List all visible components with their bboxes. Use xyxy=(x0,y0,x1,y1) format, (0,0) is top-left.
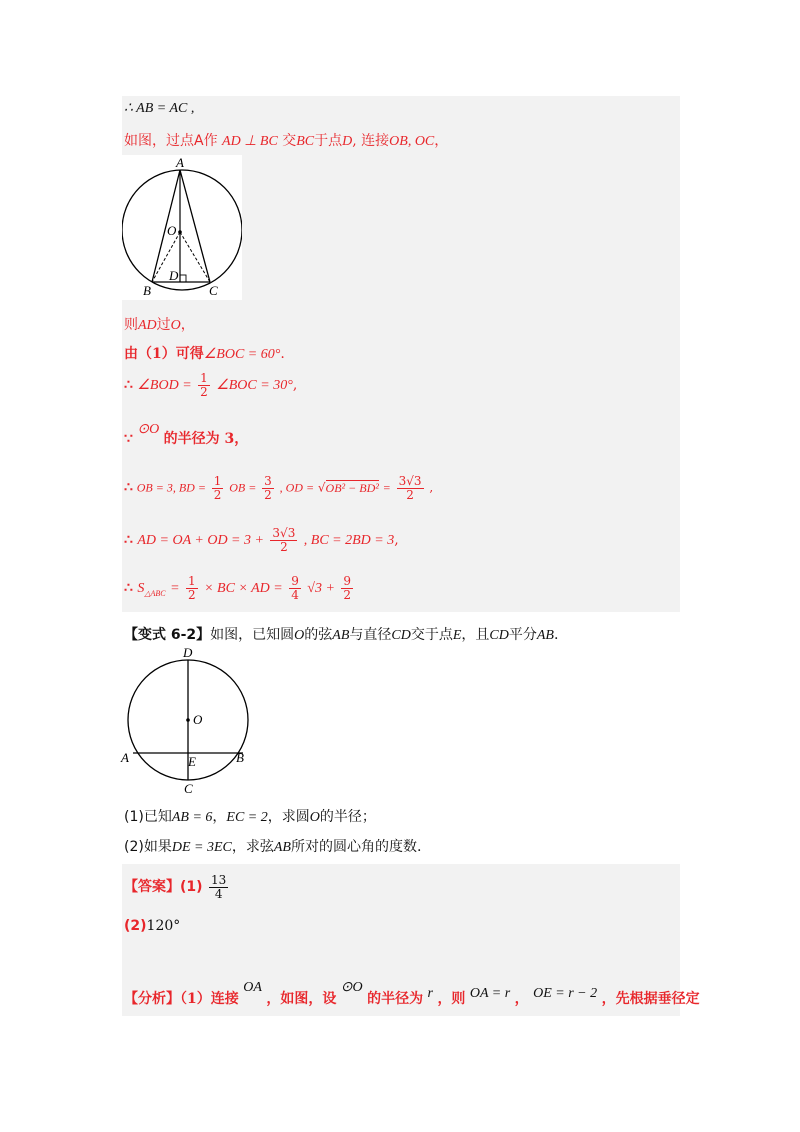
label-o: O xyxy=(167,223,177,238)
label-d2: D xyxy=(183,645,193,660)
line-area: ∴ $S_{\triangle ABC}$ = $\frac{1}{2}$ × BC × AD = $\frac{9}{4}$ √3 + $\frac{9}{2}$ xyxy=(124,574,352,602)
problem-tag: 【变式 6-2】 xyxy=(124,627,211,643)
answer-tag: 【答案】 xyxy=(124,879,180,896)
line-angle-boc: 由（1）可得∠BOC = 60°. xyxy=(124,346,285,362)
segment-ac xyxy=(180,170,210,282)
label-c2: C xyxy=(184,781,193,795)
right-angle-mark xyxy=(180,275,186,282)
problem-statement: 【变式 6-2】如图，已知圆O的弦AB与直径CD交于点E，且CD平分AB. xyxy=(124,627,559,643)
label-e2: E xyxy=(188,754,196,769)
segment-oc xyxy=(180,232,210,282)
line-od: ∴ OB = 3, BD = $\frac{1}{2}$ OB = $\frac{3}{2}$ , OD = √OB² − BD² = $\frac{3√3}{2}$ , xyxy=(124,474,434,502)
label-a2: A xyxy=(121,750,129,765)
answer-2: (2)120° xyxy=(124,918,181,934)
answer-1: 【答案】(1) $\frac{13}{4}$ xyxy=(124,873,227,901)
line-ad-bc: ∴ AD = OA + OD = 3 + $\frac{3√3}{2}$ , BC = 2BD = 3, xyxy=(124,526,399,554)
label-a: A xyxy=(176,155,184,170)
line-angle-bod: ∴ ∠BOD = $\frac{1}{2}$ ∠BOC = 30°, xyxy=(124,371,298,399)
label-o2: O xyxy=(193,712,203,727)
label-b2: B xyxy=(236,750,244,765)
label-b: B xyxy=(143,283,151,298)
line-ab-eq-ac: ∴ AB = AC , xyxy=(124,101,195,116)
figure-triangle-in-circle xyxy=(122,155,242,300)
label-c: C xyxy=(209,283,218,298)
circle-o xyxy=(122,170,242,290)
question-1: (1)已知AB = 6，EC = 2，求圆O的半径； xyxy=(124,809,376,825)
point-o xyxy=(178,230,182,234)
label-d: D xyxy=(169,268,179,283)
point-o2 xyxy=(186,718,190,722)
analysis-tag: 【分析】 xyxy=(124,991,180,1007)
line-construct: 如图，过点A作 AD ⊥ BC 交BC于点D, 连接OB, OC， xyxy=(124,133,449,149)
figure-circle-chord xyxy=(118,645,258,795)
figure1-svg xyxy=(122,155,242,300)
question-2: (2)如果DE = 3EC，求弦AB所对的圆心角的度数. xyxy=(124,839,422,855)
figure2-svg xyxy=(118,645,258,795)
analysis-line: 【分析】（1）连接 OA ，如图，设 ⊙O 的半径为 r ，则 OA = r ， OE = r − 2 ，先根据垂径定 xyxy=(124,980,700,1007)
line-radius: ∵ ⊙O 的半径为 3， xyxy=(124,422,249,447)
line-ad-through-o: 则AD过O， xyxy=(124,317,195,333)
